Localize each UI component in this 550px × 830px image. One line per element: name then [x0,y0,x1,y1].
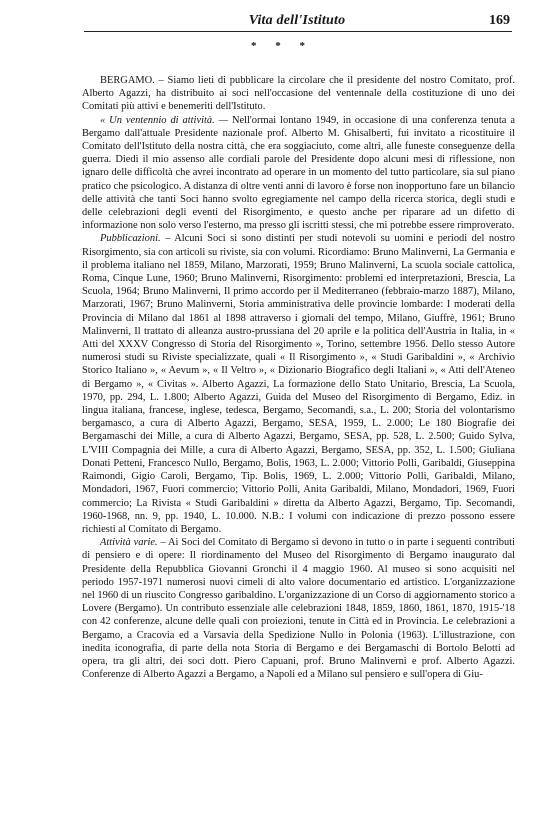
paragraph-lead: « Un ventennio di attività. — [100,114,228,126]
header-rule [84,31,512,32]
paragraph-ventennio [82,114,515,233]
paragraph-pubblicazioni [82,232,515,536]
paragraph-lead: Pubblicazioni. – [100,233,171,245]
paragraph-text: Alcuni Soci si sono distinti per studi notevoli su uomini e periodi del nostro Risorgimento, sia con articoli su riviste, sia con volumi. Ricordiamo: Bruno Malinverni, La Germania e il problema italiano nel 1859, Milano, Marzorati, 1959; Bruno Malinverni, La scuola sociale cattolica, Roma, Cinque Lune, 1960; Bruno Malinverni, Risorgimento: problemi ed interpretazioni, Brescia, La Scuola, 1964; Bruno Malinverni, Il primo accordo per il Mediterraneo (febbraio-marzo 1887), Milano, Marzorati, 1967; Bruno Malinverni, Storia amministrativa delle provincie lombarde: I moderati della Provincia di Milano dal 1861 al 1898 attraverso i giornali del tempo, Milano, Giuffrè, 1961; Bruno Malinverni, Il trattato di alleanza austro-prussiana del 20 aprile e la politica dell'Austria in Italia, in « Atti del XXXV Congresso di Storia del Risorgimento », Torino, settembre 1956. Dello stesso Autore numerosi studi su Riviste specializzate, quali « Il Risorgimento », « Studi Garibaldini », « Archivio Storico Italiano », « Aevum », « Il Veltro », « Dizionario Biografico degli Italiani », « Atti dell'Ateneo di Bergamo », « Civitas ». Alberto Agazzi, La formazione dello Stato Unitario, Brescia, La Scuola, 1970, pp. 294, L. 1.800; Alberto Agazzi, Guida del Museo del Risorgimento di Bergamo, Ediz. in lingua italiana, francese, inglese, tedesca, Bergamo, Secomandi, s.a., L. 200; Storia del volontarismo bergamasco, a cura di Alberto Agazzi, Bergamo, SESA, 1959, L. 2.000; Le 180 Biografie dei Bergamaschi dei Mille, a cura di Alberto Agazzi, Bergamo, SESA, pp. 528, L. 2.500; Guido Sylva, L'VIII Compagnia dei Mille, a cura di Alberto Agazzi, Bergamo, SESA, pp. 352, L. 1.500; Giuliana Donati Petteni, Francesco Nullo, Bergamo, Bolis, 1963, L. 2.000; Vittorio Polli, Garibaldi, Giuseppina Raimondi, Gigio Caroli, Bergamo, Tip. Bolis, 1969, L. 2.000; Vittorio Polli, Garibaldi, Milano, Mondadori, 1967, Fuori commercio; Vittorio Polli, Anita Garibaldi, Milano, Mondadori, 1969, Fuori commercio; La Rivista « Studi Garibaldini » diretta da Alberto Agazzi, Bergamo, Tip. Secomandi, 1960-1968, nn. 9, pp. 1940, L. 10.000. N.B.: I volumi con indicazione di prezzo possono essere richiesti al Comitato di Bergamo. [82,233,515,535]
paragraph-text: Siamo lieti di pubblicare la circolare che il presidente del nostro Comitato, prof. Alberto Agazzi, ha distribuito ai soci nell'occasione del ventennale della costituzione di uno dei Comitati più attivi e benemeriti dell'Istituto. [82,75,515,113]
section-ornament: * * * [251,40,313,52]
running-header [84,10,510,30]
paragraph-bergamo [82,74,515,114]
paragraph-text: Nell'ormai lontano 1949, in occasione di una conferenza tenuta a Bergamo dall'attuale Presidente nazionale prof. Alberto M. Ghisalberti, fui invitato a ricostituire il Comitato dell'Istituto della nostra città, che era soggiaciuto, come altri, alle funeste conseguenze della guerra. Diedi il mio assenso alle cordiali parole del Presidente dopo alcuni mesi di riflessione, non ignaro delle difficoltà che avrei incontrato ad operare in un momento del tutto particolare, sia sul piano pratico che psicologico. A distanza di oltre venti anni di lavoro è forse non inopportuno fare un bilancio delle attività che tanti Soci hanno svolto egregiamente nel campo della ricerca storica, degli studi e delle celebrazioni degli eventi del Risorgimento, e questo anche per riparare ad un difetto di informazione non solo verso l'esterno, ma presso gli iscritti stessi, che mi potrebbe essere rimproverato. [82,114,515,232]
running-title: Vita dell'Istituto [248,13,346,28]
paragraph-attivita-varie [82,536,515,681]
page-number: 169 [489,13,510,28]
body-text [82,74,515,681]
paragraph-lead: Attività varie. – [100,537,166,549]
paragraph-text: Ai Soci del Comitato di Bergamo si devono in tutto o in parte i seguenti contributi di pensiero e di opere: Il riordinamento del Museo del Risorgimento di Bergamo inaugurato dal Presidente della Repubblica Giovanni Gronchi il 4 maggio 1960. Al museo si sono acquisiti nel periodo 1957-1971 numerosi nuovi cimeli di alto valore documentario ed artistico. L'organizzazione nel 1960 di un riuscito Congresso garibaldino. L'organizzazione di un Corso di aggiornamento storico a Lovere (Bergamo). Un contributo essenziale alle celebrazioni 1848, 1859, 1860, 1861, 1870, 1915-'18 con 42 conferenze, alcune delle quali con proiezioni, tenute in Città ed in Provincia. Le celebrazioni a Bergamo, a Cracovia ed a Varsavia della Spedizione Nullo in Polonia (1963). L'illustrazione, con inedita iconografia, di parte della nota Storia di Bergamo e dei Bergamaschi di Bortolo Belotti ad opera, tra gli altri, dei soci dott. Piero Capuani, prof. Bruno Malinverni e prof. Alberto Agazzi. Conferenze di Alberto Agazzi a Bergamo, a Napoli ed a Milano sul pensiero e sull'opera di Giu- [82,537,515,681]
paragraph-lead: BERGAMO. – [100,75,164,86]
